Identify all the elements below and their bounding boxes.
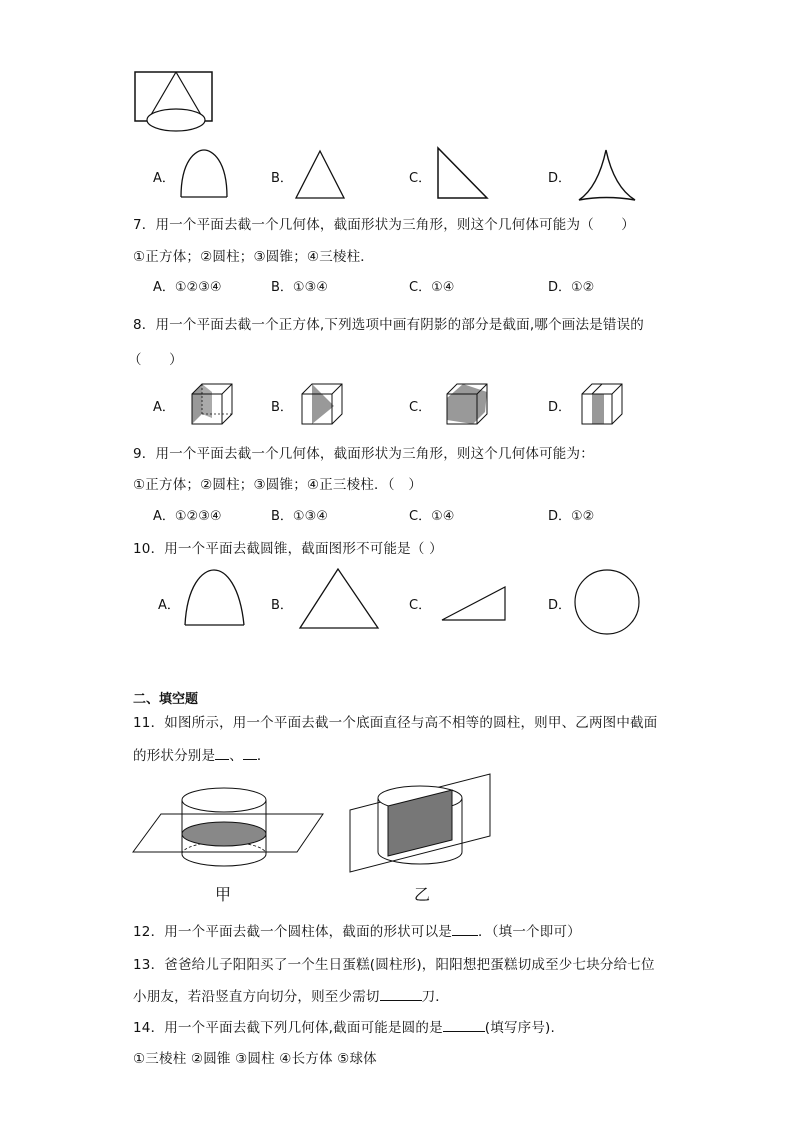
q10-option-d-circle bbox=[574, 569, 644, 639]
q8-paren: （ ） bbox=[128, 352, 183, 368]
q6-option-d[interactable]: D． bbox=[548, 171, 572, 186]
q9-stem: 9．用一个平面去截一个几何体，截面形状为三角形，则这个几何体可能为： bbox=[133, 446, 594, 462]
q10-option-c-right-triangle bbox=[440, 585, 510, 625]
q14-line bbox=[133, 1016, 555, 1036]
q6-option-a-parabola bbox=[178, 150, 238, 200]
q6-option-c-right-triangle bbox=[436, 147, 491, 202]
q13-blank[interactable] bbox=[380, 1000, 422, 1001]
q13-line2-text: 小朋友，若沿竖直方向切分，则至少需切 bbox=[133, 989, 380, 1005]
q6-option-b[interactable]: B． bbox=[271, 171, 293, 186]
q12-stem: 12．用一个平面去截一个圆柱体，截面的形状可以是 bbox=[133, 924, 452, 940]
q6-option-b-triangle bbox=[295, 150, 345, 200]
q7-stem: 7．用一个平面去截一个几何体，截面形状为三角形，则这个几何体可能为（ ） bbox=[133, 217, 635, 233]
q11-blank-2[interactable] bbox=[243, 759, 257, 760]
q11-blank-1[interactable] bbox=[215, 759, 229, 760]
q7-option-b[interactable]: B．①③④ bbox=[271, 280, 328, 295]
q14-stem: 14．用一个平面去截下列几何体,截面可能是圆的是 bbox=[133, 1020, 443, 1036]
q11-label-yi: 乙 bbox=[414, 885, 431, 904]
q10-option-d[interactable]: D． bbox=[548, 598, 572, 613]
q12-blank[interactable] bbox=[452, 935, 478, 936]
q10-stem: 10．用一个平面去截圆锥，截面图形不可能是（ ） bbox=[133, 541, 443, 557]
q13-line1: 13．爸爸给儿子阳阳买了一个生日蛋糕(圆柱形)，阳阳想把蛋糕切成至少七块分给七位 bbox=[133, 957, 655, 973]
q11-figure-yi bbox=[348, 772, 498, 872]
q11-line2 bbox=[133, 744, 271, 764]
q7-option-d[interactable]: D．①② bbox=[548, 280, 595, 295]
q9-option-d[interactable]: D．①② bbox=[548, 509, 595, 524]
q8-option-a-cube bbox=[190, 382, 240, 427]
q11-label-jia: 甲 bbox=[215, 885, 232, 904]
q9-option-c[interactable]: C．①④ bbox=[409, 509, 455, 524]
q14-items: ①三棱柱 ②圆锥 ③圆柱 ④长方体 ⑤球体 bbox=[133, 1051, 377, 1067]
q12-line bbox=[133, 920, 581, 940]
q9-option-b[interactable]: B．①③④ bbox=[271, 509, 328, 524]
q8-option-b-cube bbox=[300, 382, 350, 427]
q6-option-a[interactable]: A． bbox=[153, 171, 175, 186]
q9-option-a[interactable]: A．①②③④ bbox=[153, 509, 222, 524]
q14-stem-end: (填写序号). bbox=[484, 1020, 556, 1036]
q14-blank[interactable] bbox=[443, 1031, 485, 1032]
q10-option-a-parabola bbox=[182, 568, 252, 628]
q8-stem: 8．用一个平面去截一个正方体,下列选项中画有阴影的部分是截面,哪个画法是错误的 bbox=[133, 317, 644, 333]
q11-separator: 、 bbox=[229, 748, 243, 764]
q6-option-c[interactable]: C． bbox=[409, 171, 432, 186]
q13-line2-end: 刀． bbox=[421, 989, 450, 1005]
q10-option-b[interactable]: B． bbox=[271, 598, 293, 613]
section-title-fill-blank: 二、填空题 bbox=[133, 692, 199, 707]
q8-option-b[interactable]: B． bbox=[271, 400, 293, 415]
q8-option-d-cube bbox=[580, 382, 630, 427]
q10-option-b-triangle bbox=[298, 567, 383, 632]
q8-option-c[interactable]: C． bbox=[409, 400, 432, 415]
q10-option-a[interactable]: A． bbox=[158, 598, 180, 613]
q7-option-a[interactable]: A．①②③④ bbox=[153, 280, 222, 295]
q6-cone-figure bbox=[134, 70, 214, 140]
q7-items: ①正方体；②圆柱；③圆锥；④三棱柱． bbox=[133, 249, 375, 265]
q7-option-c[interactable]: C．①④ bbox=[409, 280, 455, 295]
q11-line1: 11．如图所示，用一个平面去截一个底面直径与高不相等的圆柱，则甲、乙两图中截面 bbox=[133, 715, 658, 731]
q8-option-c-cube bbox=[445, 382, 495, 427]
q13-line2 bbox=[133, 985, 449, 1005]
q8-option-d[interactable]: D． bbox=[548, 400, 572, 415]
q11-end: ． bbox=[256, 748, 271, 764]
q6-option-d-curved-triangle bbox=[578, 149, 638, 204]
q11-figure-jia bbox=[133, 782, 328, 867]
q9-items: ①正方体；②圆柱；③圆锥；④正三棱柱．（ ） bbox=[133, 477, 423, 493]
q11-line2-text: 的形状分别是 bbox=[133, 748, 216, 764]
q10-option-c[interactable]: C． bbox=[409, 598, 432, 613]
q12-stem-end: ．（填一个即可） bbox=[477, 924, 581, 940]
q8-option-a[interactable]: A． bbox=[153, 400, 175, 415]
